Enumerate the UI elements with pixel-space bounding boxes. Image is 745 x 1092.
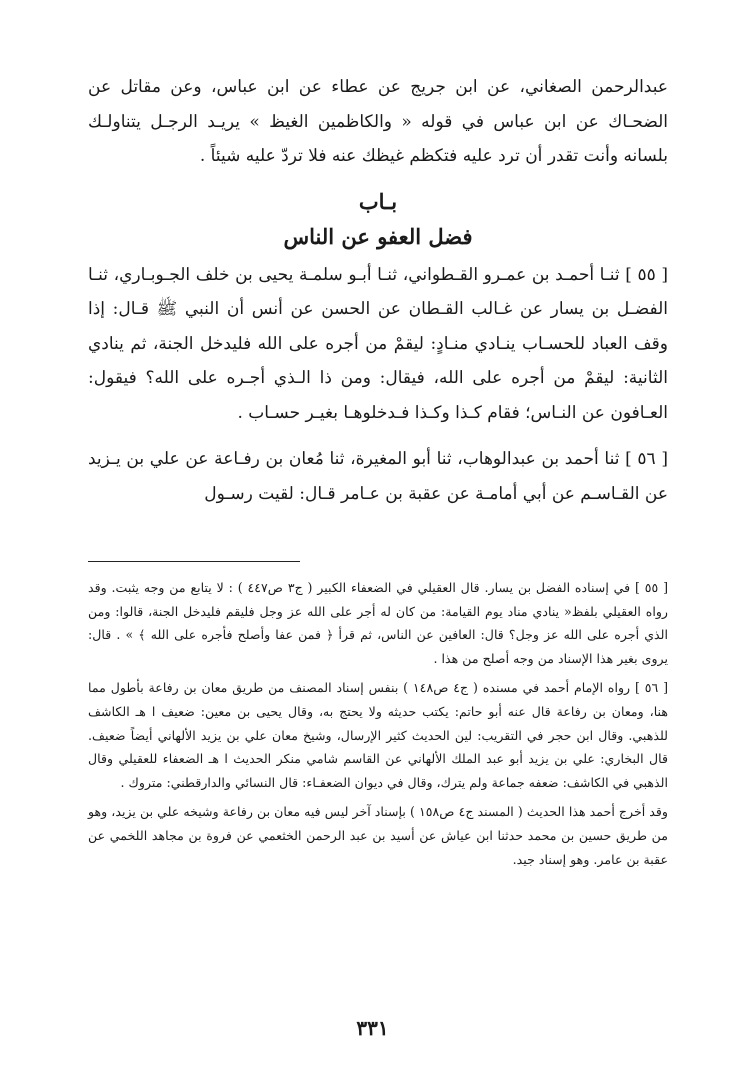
footnote-separator xyxy=(88,561,300,562)
intro-paragraph: عبدالرحمن الصغاني، عن ابن جريج عن عطاء عن ابن عباس، وعن مقاتل عن الضحـاك عن ابن عباس في قوله « والكاظمين الغيظ » يريـد الرجـل يتناولـك بلسانه وأنت تقدر أن ترد عليه فتكظم غيظك عنه فلا تردّ عليه شيئاً . xyxy=(88,77,668,166)
chapter-title: فضل العفو عن الناس xyxy=(283,223,473,249)
footnotes xyxy=(88,576,668,871)
page-number: ٣٣١ xyxy=(356,1016,389,1040)
book-page xyxy=(88,70,668,877)
hadith-56: [ ٥٦ ] ثنا أحمد بن عبدالوهاب، ثنا أبو المغيرة، ثنا مُعان بن رفـاعة عن علي بن يـزيد عن القـاسـم عن أبي أمامـة عن عقبة بن عـامر قـال: لقيت رسـول xyxy=(88,449,668,504)
footnote-separator-wrap xyxy=(88,561,668,562)
footnote-56: [ ٥٦ ] رواه الإمام أحمد في مسنده ( ج٤ ص١٤٨ ) بنفس إسناد المصنف من طريق معان بن رفاعة بأطول مما هنا، ومعان بن رفاعة قال عنه أبو حاتم: يكتب حديثه ولا يحتج به، وقال يحيى بن معين: ضعيف ا هـ الكاشف للذهبي. وقال ابن حجر في التقريب: لين الحديث كثير الإرسال، وشيخ معان علي بن يزيد الألهاني أيضاً ضعيف. قال البخاري: علي بن يزيد أبو عبد الملك الألهاني عن القاسم شامي منكر الحديث ا هـ الضعفاء للعقيلي وقال الذهبي في الكاشف: ضعفه جماعة ولم يترك، وقال في ديوان الضعفـاء: قال النسائي والدارقطني: متروك . xyxy=(88,680,668,790)
footnote-55: [ ٥٥ ] في إسناده الفضل بن يسار. قال العقيلي في الضعفاء الكبير ( ج٣ ص٤٤٧ ) : لا يتابع من وجه يثبت. وقد رواه العقيلي بلفظ« ينادي مناد يوم القيامة: من كان له أجر على الله عز وجل فليقم فليدخل الجنة، قالوا: ومن الذي أجره على الله عز وجل؟ قال: العافين عن الناس، ثم قرأ ﴿ فمن عفا وأصلح فأجره على الله ﴾ » . قال: يروى بغير هذا الإسناد من وجه أصلح من هذا . xyxy=(88,580,669,666)
chapter-heading: بـاب xyxy=(358,188,398,214)
hadith-55: [ ٥٥ ] ثنـا أحمـد بن عمـرو القـطواني، ثنـا أبـو سلمـة يحيى بن خلف الجـوبـاري، ثنـا الفضـل بن يسار عن غـالب القـطان عن الحسن عن أنس أن النبي ﷺ قـال: إذا وقف العباد للحسـاب ينـادي منـادٍ: ليقمْ من أجره على الله فليدخل الجنة، ثم ينادي الثانية: ليقمْ من أجره على الله، فيقال: ومن ذا الـذي أجـره على الله؟ فيقول: العـافون عن النـاس؛ فقام كـذا وكـذا فـدخلوهـا بغيـر حسـاب . xyxy=(88,264,668,423)
footnote-56-addendum: وقد أخرج أحمد هذا الحديث ( المسند ج٤ ص١٥٨ ) بإسناد آخر ليس فيه معان بن رفاعة وشيخه علي بن يزيد، وهو من طريق حسين بن محمد حدثنا ابن عياش عن أسيد بن عبد الرحمن الخثعمي عن فروة بن مجاهد اللخمي عن عقبة بن عامر. وهو إسناد جيد. xyxy=(88,804,669,867)
main-text xyxy=(88,70,668,511)
